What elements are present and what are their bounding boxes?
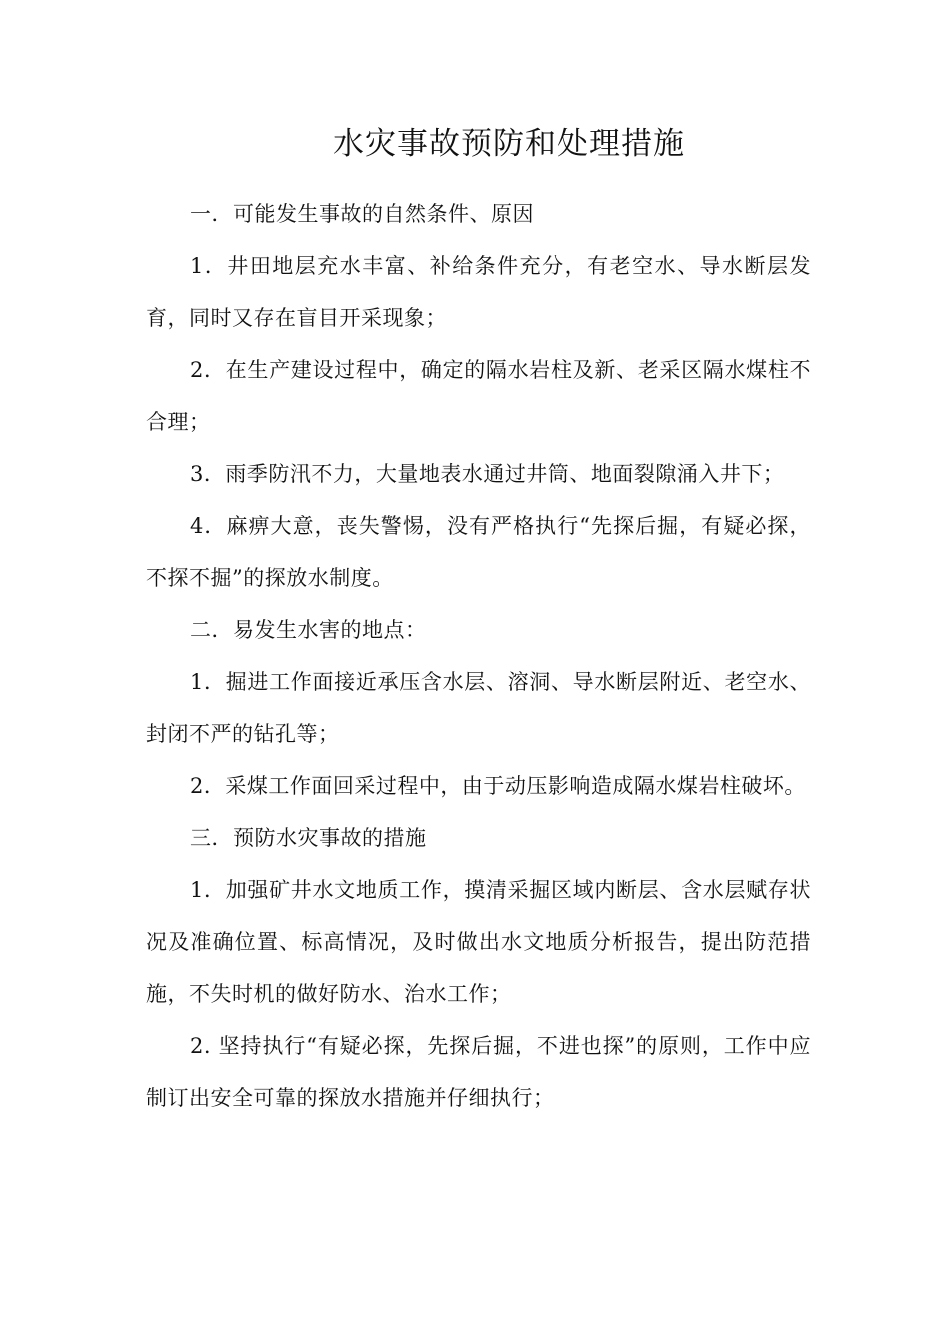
document-body bbox=[146, 188, 811, 1124]
paragraph-cause-4: 4．麻痹大意，丧失警惕，没有严格执行“先探后掘，有疑必探，不探不掘”的探放水制度。 bbox=[146, 514, 811, 590]
paragraph-cause-3: 3．雨季防汛不力，大量地表水通过井筒、地面裂隙涌入井下； bbox=[190, 462, 785, 486]
paragraph-measure-1: 1．加强矿井水文地质工作，摸清采掘区域内断层、含水层赋存状况及准确位置、标高情况，及时做出水文地质分析报告，提出防范措施，不失时机的做好防水、治水工作； bbox=[146, 878, 811, 1006]
paragraph-location-1: 1．掘进工作面接近承压含水层、溶洞、导水断层附近、老空水、封闭不严的钻孔等； bbox=[146, 670, 811, 746]
paragraph-measure-2: 2. 坚持执行“有疑必探，先探后掘，不进也探”的原则，工作中应制订出安全可靠的探放水措施并仔细执行； bbox=[146, 1034, 811, 1110]
section-heading-causes: 一．可能发生事故的自然条件、原因 bbox=[190, 202, 534, 226]
section-heading-measures: 三．预防水灾事故的措施 bbox=[190, 826, 427, 850]
section-heading-locations: 二．易发生水害的地点： bbox=[190, 618, 427, 642]
paragraph-cause-2: 2．在生产建设过程中，确定的隔水岩柱及新、老采区隔水煤柱不合理； bbox=[146, 358, 811, 434]
document-title: 水灾事故预防和处理措施 bbox=[333, 126, 685, 162]
paragraph-location-2: 2．采煤工作面回采过程中，由于动压影响造成隔水煤岩柱破坏。 bbox=[190, 774, 806, 798]
paragraph-cause-1: 1．井田地层充水丰富、补给条件充分，有老空水、导水断层发育，同时又存在盲目开采现象； bbox=[146, 254, 811, 330]
